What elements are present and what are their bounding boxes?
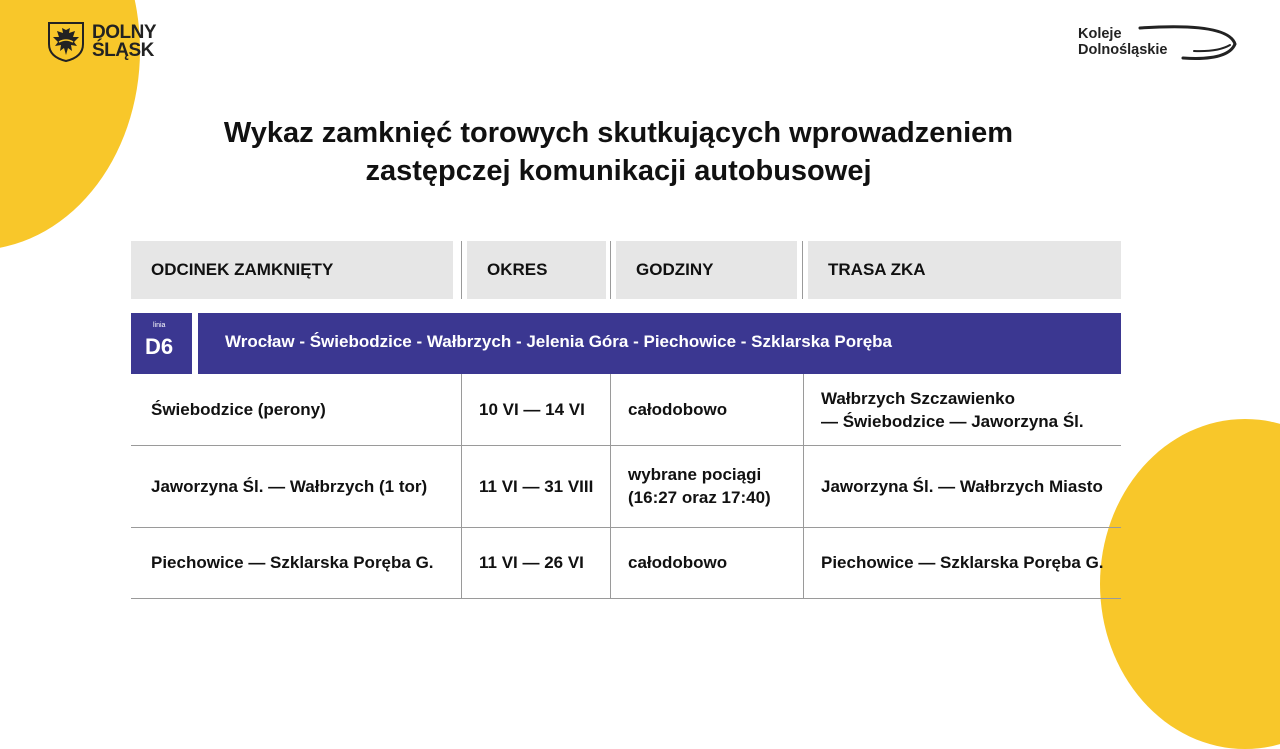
line-route-bar [198, 313, 1121, 374]
table-cell-section [151, 445, 427, 527]
title-line-1: Wykaz zamknięć torowych skutkujących wprowadzeniem [223, 117, 1014, 149]
hours-text: wybrane pociągi [628, 465, 762, 484]
logo-text-dolny: DOLNY [92, 22, 156, 43]
yellow-decoration-bottom-right [1100, 419, 1280, 749]
table-cell-period [479, 527, 584, 598]
route-text: Jaworzyna Śl. — Wałbrzych Miasto [821, 476, 1103, 496]
title-line-2: zastępczej komunikacji autobusowej [365, 155, 872, 187]
period-text: 10 VI — 14 VI [479, 400, 585, 419]
hours-text: całodobowo [628, 400, 728, 419]
line-badge-code: D6 [145, 334, 174, 359]
route-text: Piechowice — Szklarska Poręba G. [821, 553, 1104, 572]
line-badge [131, 313, 192, 374]
header-route-label: TRASA ZKA [828, 260, 926, 279]
line-badge-label: linia [153, 322, 166, 329]
table-cell-hours [628, 527, 727, 598]
row-divider [131, 598, 1121, 599]
section-text: Piechowice — Szklarska Poręba G. [151, 553, 434, 572]
table-cell-period [479, 374, 585, 445]
table-cell-hours [628, 374, 727, 445]
header-cell-period [467, 241, 606, 299]
column-divider [610, 374, 611, 599]
header-section-label: ODCINEK ZAMKNIĘTY [151, 260, 334, 279]
header-hours-label: GODZINY [636, 260, 714, 279]
dolny-slask-logo [48, 22, 156, 62]
route-text: — Świebodzice — Jaworzyna Śl. [821, 411, 1084, 431]
hours-text: (16:27 oraz 17:40) [628, 488, 771, 507]
eagle-emblem-icon [48, 22, 84, 62]
header-divider [461, 241, 462, 299]
column-divider [803, 374, 804, 599]
table-cell-section [151, 374, 326, 445]
table-cell-hours [628, 445, 771, 527]
page-title [0, 114, 1237, 190]
section-text: Świebodzice (perony) [151, 400, 326, 419]
header-divider [802, 241, 803, 299]
column-divider [461, 374, 462, 599]
table-cell-period [479, 445, 593, 527]
table-cell-route [821, 527, 1104, 598]
table-cell-route [821, 374, 1084, 445]
route-text: Wałbrzych Szczawienko [821, 388, 1015, 408]
header-divider [610, 241, 611, 299]
header-period-label: OKRES [487, 260, 548, 279]
logo-text-slask: ŚLĄSK [92, 40, 154, 61]
koleje-dolnoslaskie-logo [1078, 24, 1238, 64]
header-cell-section [131, 241, 453, 299]
logo-text-koleje: Koleje [1078, 26, 1122, 42]
hours-text: całodobowo [628, 553, 728, 572]
train-swoosh-icon [1078, 24, 1238, 64]
section-text: Jaworzyna Śl. — Wałbrzych (1 tor) [151, 476, 428, 496]
header-cell-hours [616, 241, 797, 299]
period-text: 11 VI — 31 VIII [479, 476, 594, 496]
period-text: 11 VI — 26 VI [479, 553, 584, 572]
table-cell-section [151, 527, 434, 598]
table-cell-route [821, 445, 1103, 527]
line-route-text: Wrocław - Świebodzice - Wałbrzych - Jelenia Góra - Piechowice - Szklarska Poręba [225, 332, 892, 351]
header-cell-route [808, 241, 1121, 299]
logo-text-dolnoslaskie: Dolnośląskie [1078, 42, 1168, 58]
